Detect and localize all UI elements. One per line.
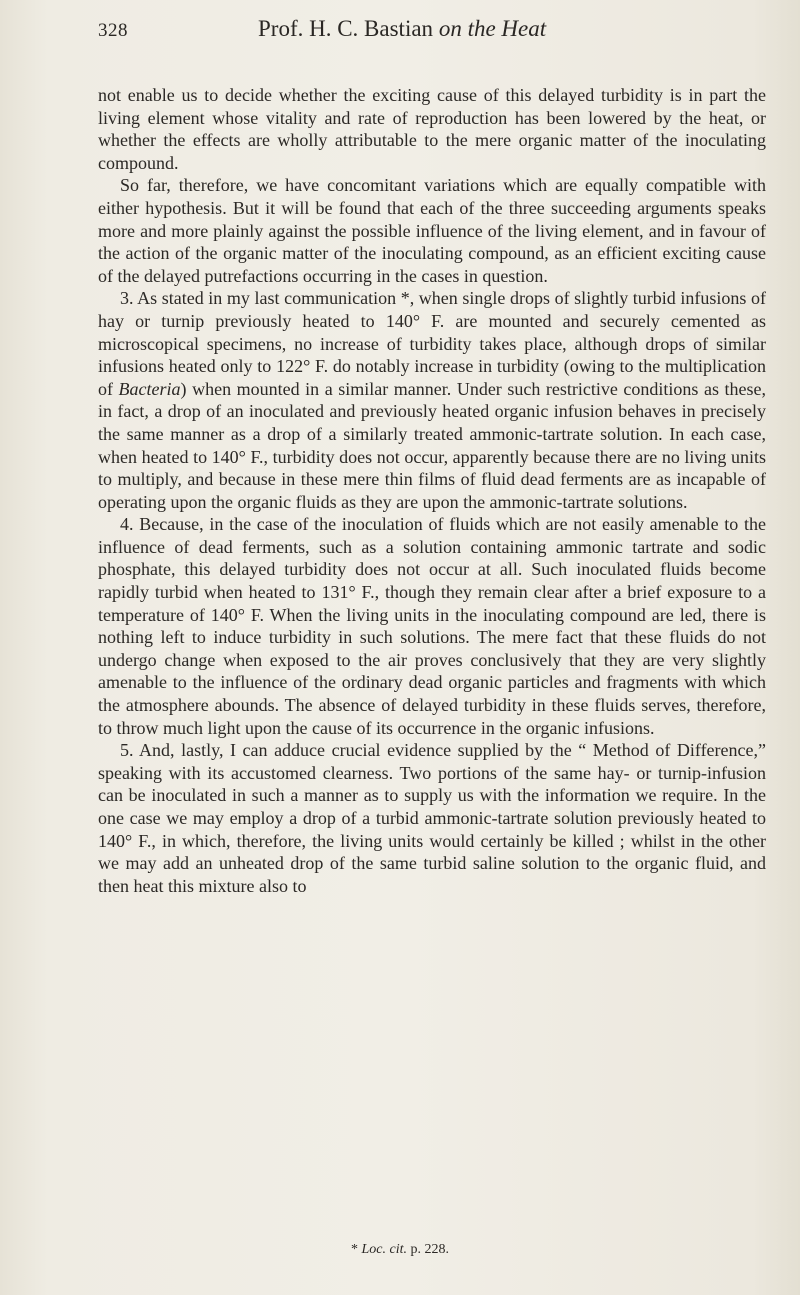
footnote-page-ref: p. 228. (407, 1242, 449, 1257)
paragraph-argument-3 (98, 287, 766, 513)
page-number: 328 (98, 20, 128, 41)
bacteria-term: Bacteria (118, 378, 181, 399)
paragraph-argument-3-part1: 3. As stated in my last communication *, when single drops of slightly turbid infusions of hay or turnip previously heated to 140° F. are mounted and securely cemented as microscopical specimens, no increase of turbidity takes place, although drops of similar infusions heated only to 122° F. do notably increase in turbidity (owing to the multiplication of (98, 288, 766, 399)
footnote-marker: * (351, 1242, 362, 1257)
paragraph-argument-4: 4. Because, in the case of the inoculation of fluids which are not easily amenable to the influence of dead ferments, such as a solution containing ammonic tartrate and sodic phosphate, this delayed turbidity does not occur at all. Such inoculated fluids become rapidly turbid when heated to 131° F., though they remain clear after a brief exposure to a temperature of 140° F. When the living units in the inoculating compound are led, there is nothing left to induce turbidity in such solutions. The mere fact that these fluids do not undergo change when exposed to the air proves conclusively that they are very slightly amenable to the influence of the ordinary dead organic particles and fragments with which the atmosphere abounds. The absence of delayed turbidity in these fluids serves, therefore, to throw much light upon the cause of its occurrence in the organic infusions. (98, 514, 766, 738)
body-text (98, 84, 766, 897)
footnote-citation: Loc. cit. (361, 1242, 407, 1257)
running-header (98, 14, 758, 54)
running-title-subject: on the Heat (438, 16, 547, 41)
paragraph-concomitant-variations: So far, therefore, we have concomitant variations which are equally compatible with either hypothesis. But it will be found that each of the three succeeding arguments speaks more and more plainly against the possible influence of the living element, and in favour of the action of the organic matter of the inoculating compound, as an efficient exciting cause of the delayed putrefactions occurring in the cases in question. (98, 175, 766, 286)
paragraph-argument-3-part2: ) when mounted in a similar manner. Under such restrictive conditions as these, in fact, a drop of an inoculated and previously heated organic infusion behaves in precisely the same manner as a drop of a similarly treated ammonic-tartrate solution. In each case, when heated to 140° F., turbidity does not occur, apparently because there are no living units to multiply, and because in these mere thin films of fluid dead ferments are as incapable of operating upon the organic fluids as they are upon the ammonic-tartrate solutions. (98, 378, 766, 512)
footnote (0, 1242, 800, 1258)
paragraph-continuation: not enable us to decide whether the exciting cause of this delayed turbidity is in part the living element whose vitality and rate of reproduction has been lowered by the heat, or whether the effects are wholly attributable to the mere organic matter of the inoculating compound. (98, 85, 766, 173)
running-title-author: Prof. H. C. Bastian (258, 16, 439, 41)
running-title (258, 16, 546, 42)
paragraph-argument-5: 5. And, lastly, I can adduce crucial evidence supplied by the “ Method of Difference,” speaking with its accustomed clearness. Two portions of the same hay- or turnip-infusion can be inoculated in such a manner as to supply us with the information we require. In the one case we may employ a drop of a turbid ammonic-tartrate solution previously heated to 140° F., in which, therefore, the living units would certainly be killed ; whilst in the other we may add an unheated drop of the same turbid saline solution to the organic fluid, and then heat this mixture also to (98, 740, 766, 896)
